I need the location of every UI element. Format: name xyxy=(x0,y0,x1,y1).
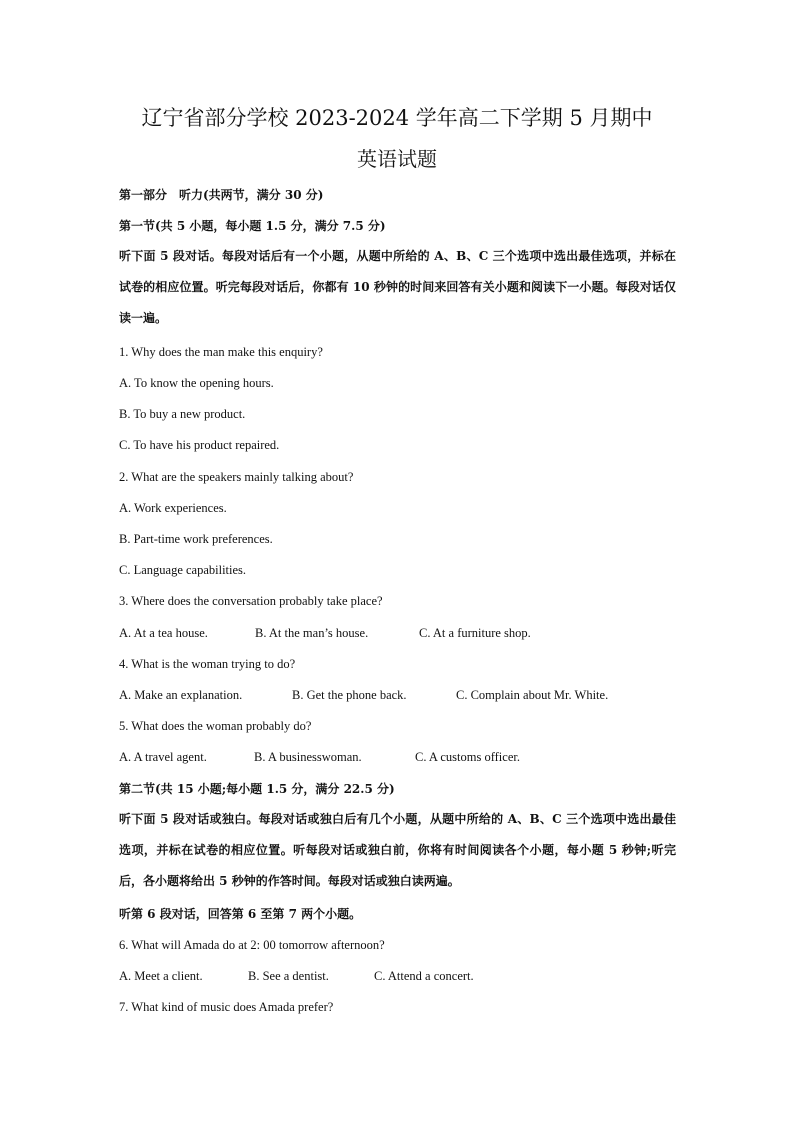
question-option: B. To buy a new product. xyxy=(119,407,246,421)
question-option: C. At a furniture shop. xyxy=(419,626,531,640)
question-option: C. A customs officer. xyxy=(415,750,520,764)
question-option: A. A travel agent. xyxy=(119,750,207,764)
question-stem: 2. What are the speakers mainly talking about? xyxy=(119,470,354,484)
question-option: B. At the man’s house. xyxy=(255,626,369,640)
question-option: A. To know the opening hours. xyxy=(119,376,274,390)
question-option: B. See a dentist. xyxy=(248,969,329,983)
question-option: C. To have his product repaired. xyxy=(119,438,280,452)
question-option: B. Get the phone back. xyxy=(292,688,407,702)
question-option: A. Meet a client. xyxy=(119,969,203,983)
question-option: B. A businesswoman. xyxy=(254,750,362,764)
question-option: B. Part-time work preferences. xyxy=(119,532,273,546)
question-stem: 5. What does the woman probably do? xyxy=(119,719,312,733)
question-stem: 7. What kind of music does Amada prefer? xyxy=(119,1000,334,1014)
exam-title: 辽宁省部分学校 2023-2024 学年高二下学期 5 月期中 xyxy=(141,106,653,130)
question-option: A. Work experiences. xyxy=(119,501,227,515)
question-option: A. Make an explanation. xyxy=(119,688,243,702)
part1-heading: 第一部分 听力(共两节，满分 30 分) xyxy=(119,188,324,202)
section1-heading: 第一节(共 5 小题，每小题 1.5 分，满分 7.5 分) xyxy=(119,219,386,233)
section2-heading: 第二节(共 15 小题;每小题 1.5 分，满分 22.5 分) xyxy=(119,782,395,796)
question-stem: 6. What will Amada do at 2: 00 tomorrow afternoon? xyxy=(119,938,385,952)
dialogue6-heading: 听第 6 段对话，回答第 6 至第 7 两个小题。 xyxy=(119,907,362,921)
exam-subtitle: 英语试题 xyxy=(357,147,437,171)
question-option: C. Attend a concert. xyxy=(374,969,474,983)
question-stem: 3. Where does the conversation probably take place? xyxy=(119,594,383,608)
question-stem: 1. Why does the man make this enquiry? xyxy=(119,345,323,359)
section1-instructions: 听下面 5 段对话。每段对话后有一个小题，从题中所给的 A、B、C 三个选项中选出最佳选项，并标在试卷的相应位置。听完每段对话后，你都有 10 秒钟的时间来回答有关小题和阅读下一小题。每段对话仅读一遍。 xyxy=(119,249,676,326)
question-option: C. Language capabilities. xyxy=(119,563,247,577)
question-stem: 4. What is the woman trying to do? xyxy=(119,657,296,671)
section2-instructions: 听下面 5 段对话或独白。每段对话或独白后有几个小题，从题中所给的 A、B、C 三个选项中选出最佳选项，并标在试卷的相应位置。听每段对话或独白前，你将有时间阅读各个小题，每小题 5 秒钟;听完后，各小题将给出 5 秒钟的作答时间。每段对话或独白读两遍。 xyxy=(119,812,676,889)
question-option: C. Complain about Mr. White. xyxy=(456,688,609,702)
question-option: A. At a tea house. xyxy=(119,626,208,640)
